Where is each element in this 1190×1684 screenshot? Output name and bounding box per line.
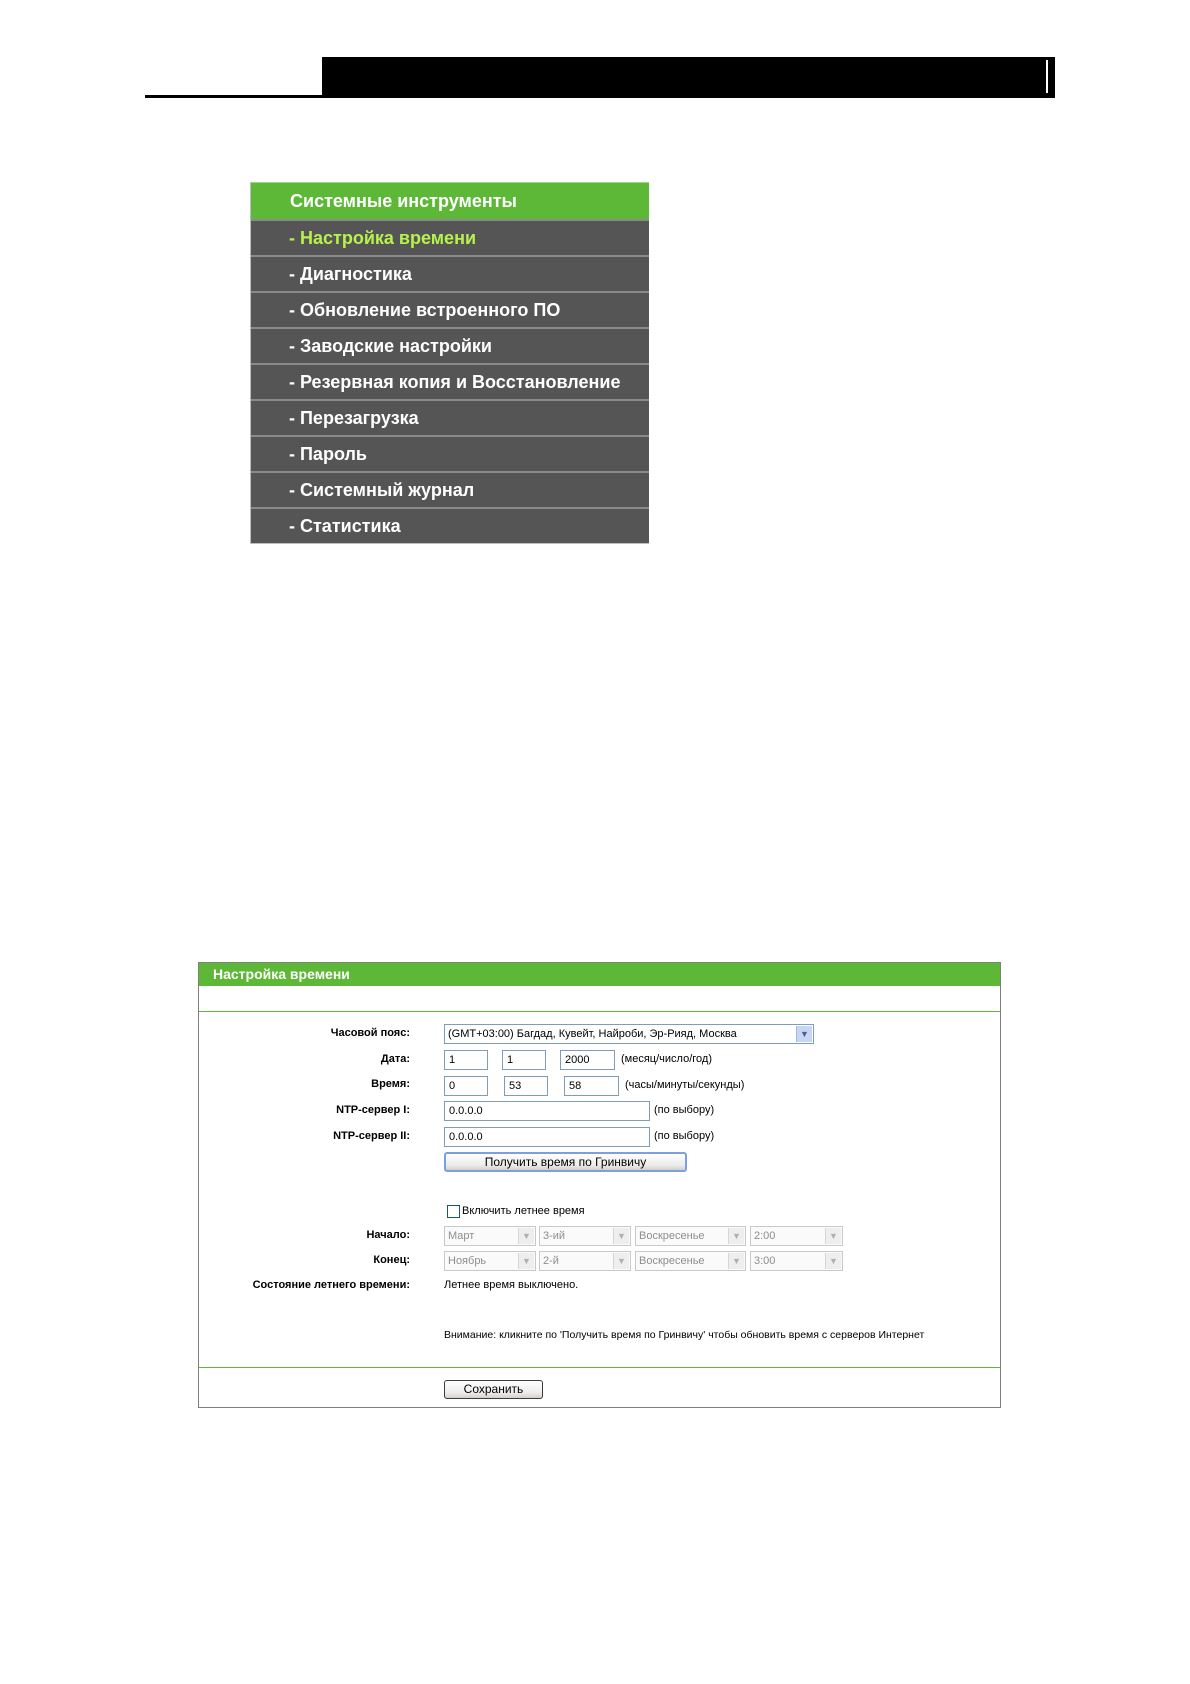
gmt-note: Внимание: кликните по 'Получить время по Гринвичу' чтобы обновить время с серверов Интернет <box>444 1329 925 1341</box>
panel-title: Настройка времени <box>199 963 1000 986</box>
chevron-down-icon: ▼ <box>728 1228 744 1244</box>
dst-end-week-select[interactable] <box>539 1251 631 1271</box>
menu-item-statistics[interactable]: - Статистика <box>251 507 649 543</box>
dst-end-day-select[interactable] <box>635 1251 746 1271</box>
dst-checkbox[interactable] <box>447 1205 460 1218</box>
chevron-down-icon: ▼ <box>825 1228 841 1244</box>
dst-end-week-value: 2-й <box>543 1255 559 1267</box>
time-hours-input[interactable] <box>444 1076 488 1096</box>
menu-item-reboot[interactable]: - Перезагрузка <box>251 399 649 435</box>
ntp-server-1-hint: (по выбору) <box>654 1104 715 1116</box>
page-header-rule <box>145 95 1055 98</box>
dst-end-time-value: 3:00 <box>754 1255 776 1267</box>
dst-status-value: Летнее время выключено. <box>444 1279 579 1291</box>
date-format-hint: (месяц/число/год) <box>621 1053 712 1065</box>
dst-start-month-select[interactable] <box>444 1226 536 1246</box>
menu-item-backup-restore[interactable]: - Резервная копия и Восстановление <box>251 363 649 399</box>
date-label: Дата: <box>380 1053 410 1065</box>
menu-title[interactable]: Системные инструменты <box>251 182 649 219</box>
date-year-input[interactable] <box>560 1050 615 1070</box>
chevron-down-icon: ▼ <box>518 1228 534 1244</box>
dst-end-day-value: Воскресенье <box>639 1255 705 1267</box>
get-gmt-button[interactable]: Получить время по Гринвичу <box>444 1152 687 1172</box>
time-settings-panel <box>198 962 1001 1408</box>
ntp-server-2-input[interactable] <box>444 1127 650 1147</box>
dst-end-month-value: Ноябрь <box>448 1255 487 1267</box>
dst-end-label: Конец: <box>373 1254 410 1266</box>
menu-item-firmware-upgrade[interactable]: - Обновление встроенного ПО <box>251 291 649 327</box>
ntp-server-2-label: NTP-сервер II: <box>333 1130 410 1142</box>
chevron-down-icon[interactable]: ▼ <box>796 1026 812 1042</box>
time-seconds-input[interactable] <box>564 1076 619 1096</box>
time-label: Время: <box>371 1078 410 1090</box>
dst-start-label: Начало: <box>366 1229 410 1241</box>
dst-start-time-select[interactable] <box>750 1226 843 1246</box>
timezone-label: Часовой пояс: <box>330 1027 410 1039</box>
chevron-down-icon: ▼ <box>518 1253 534 1269</box>
ntp-server-2-hint: (по выбору) <box>654 1130 715 1142</box>
chevron-down-icon: ▼ <box>613 1253 629 1269</box>
menu-item-system-log[interactable]: - Системный журнал <box>251 471 649 507</box>
time-minutes-input[interactable] <box>504 1076 548 1096</box>
chevron-down-icon: ▼ <box>825 1253 841 1269</box>
menu-item-factory-defaults[interactable]: - Заводские настройки <box>251 327 649 363</box>
system-tools-menu <box>250 182 649 544</box>
chevron-down-icon: ▼ <box>728 1253 744 1269</box>
panel-top-rule <box>199 1011 1000 1012</box>
time-format-hint: (часы/минуты/секунды) <box>625 1079 745 1091</box>
dst-start-day-select[interactable] <box>635 1226 746 1246</box>
timezone-select[interactable] <box>444 1024 814 1044</box>
page-header-bar <box>322 57 1055 97</box>
dst-start-month-value: Март <box>448 1230 475 1242</box>
menu-item-diagnostics[interactable]: - Диагностика <box>251 255 649 291</box>
panel-bottom-rule <box>199 1367 1000 1368</box>
dst-checkbox-label[interactable]: Включить летнее время <box>462 1205 585 1217</box>
menu-item-time-settings[interactable]: - Настройка времени <box>251 219 649 255</box>
chevron-down-icon: ▼ <box>613 1228 629 1244</box>
dst-status-label: Состояние летнего времени: <box>252 1279 410 1291</box>
dst-start-day-value: Воскресенье <box>639 1230 705 1242</box>
dst-start-week-select[interactable] <box>539 1226 631 1246</box>
dst-end-month-select[interactable] <box>444 1251 536 1271</box>
date-day-input[interactable] <box>502 1050 546 1070</box>
dst-end-time-select[interactable] <box>750 1251 843 1271</box>
date-month-input[interactable] <box>444 1050 488 1070</box>
page-header-divider <box>1046 60 1048 93</box>
save-button[interactable]: Сохранить <box>444 1380 543 1399</box>
ntp-server-1-input[interactable] <box>444 1101 650 1121</box>
timezone-value: (GMT+03:00) Багдад, Кувейт, Найроби, Эр-Рияд, Москва <box>448 1028 737 1040</box>
menu-item-password[interactable]: - Пароль <box>251 435 649 471</box>
dst-start-week-value: 3-ий <box>543 1230 566 1242</box>
dst-start-time-value: 2:00 <box>754 1230 776 1242</box>
ntp-server-1-label: NTP-сервер I: <box>336 1104 410 1116</box>
